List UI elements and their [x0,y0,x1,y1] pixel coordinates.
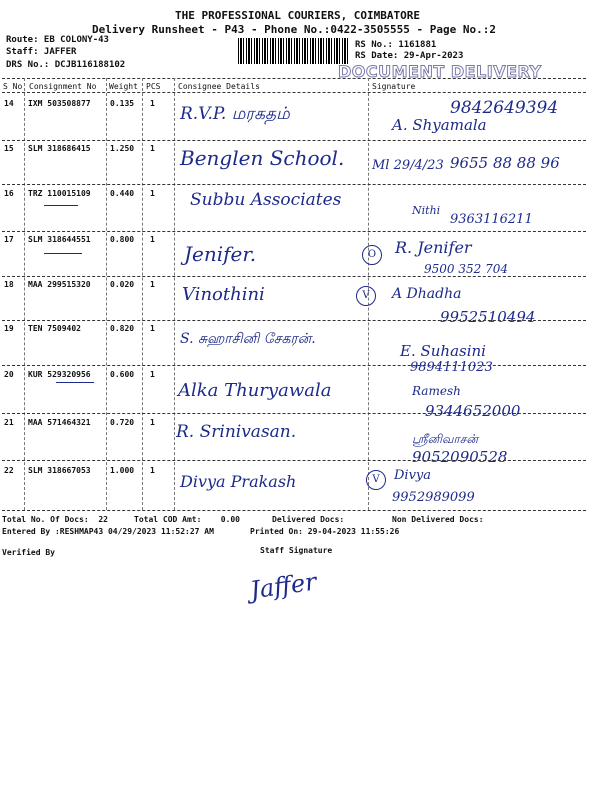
col-consignment: Consignment No [29,82,97,91]
row-weight: 0.600 [110,370,135,379]
barcode [238,38,348,64]
row-consignee: S. சுஹாசினி சேகரன். [180,331,316,347]
row-consignee: R.V.P. மரகதம் [180,104,290,124]
row-pcs: 1 [150,144,155,153]
row-sno: 16 [4,189,14,198]
runsheet-title: Delivery Runsheet - P43 - Phone No.:0422-3505555 - Page No.:2 [92,23,496,36]
header-top-rule [2,78,586,79]
col-pcs: PCS [146,82,161,91]
verified-circle-icon: V [366,470,386,490]
row-pcs: 1 [150,99,155,108]
total-cod: Total COD Amt: 0.00 [134,515,240,524]
verified-circle-icon: O [362,245,382,265]
row-consignment: MAA 571464321 [28,418,91,427]
row-signature: Ml 29/4/23 [372,158,444,173]
staff-signature-label: Staff Signature [260,546,333,555]
row-pcs: 1 [150,235,155,244]
row-sno: 19 [4,324,14,333]
row-pcs: 1 [150,418,155,427]
row-weight: 0.800 [110,235,135,244]
row-consignee: Benglen School. [180,146,345,170]
row-divider [2,184,586,185]
col-sep [106,78,107,510]
row-signature: Divya [394,468,432,483]
row-weight: 0.135 [110,99,135,108]
row-sno: 15 [4,144,14,153]
row-consignee: Divya Prakash [180,472,297,491]
row-divider [2,510,586,511]
col-signature: Signature [372,82,416,91]
row-sno: 22 [4,466,14,475]
header-bottom-rule [2,92,586,93]
row-pcs: 1 [150,466,155,475]
row-consignment: IXM 503508877 [28,99,91,108]
row-divider [2,460,586,461]
drs-number: DRS No.: DCJB116188102 [6,60,126,70]
row-consignment: MAA 299515320 [28,280,91,289]
row-signature: A Dhadha [392,286,462,302]
row-consignee: Vinothini [182,284,265,305]
row-signature: Nithi [412,204,441,217]
row-signature: Ramesh [412,384,461,398]
row-phone: 9894111023 [410,360,493,375]
delivered-docs: Delivered Docs: [272,515,345,524]
row-consignment: SLM 318644551 [28,235,91,244]
row-divider [2,413,586,414]
rs-number: RS No.: 1161881 [355,40,437,50]
col-sep [174,78,175,510]
row-phone: 9052090528 [412,448,508,466]
row-consignment: TEN 7509402 [28,324,81,333]
row-phone: 9952510494 [440,308,536,326]
col-consignee: Consignee Details [178,82,260,91]
staff-signature: Jaffer [248,567,319,605]
row-divider [2,276,586,277]
col-weight: Weight [109,82,138,91]
staff: Staff: JAFFER [6,47,77,57]
row-phone: 9500 352 704 [424,262,508,276]
row-signature: E. Suhasini [400,342,486,360]
row-sno: 17 [4,235,14,244]
entered-by: Entered By :RESHMAP43 04/29/2023 11:52:27 AM [2,527,214,536]
col-sep [24,78,25,510]
row-phone: 9655 88 88 96 [450,154,560,172]
non-delivered-docs: Non Delivered Docs: [392,515,484,524]
row-consignee: Jenifer. [184,242,257,266]
col-sno: S No [3,82,23,91]
row-consignment: SLM 318667053 [28,466,91,475]
row-weight: 0.020 [110,280,135,289]
row-pcs: 1 [150,189,155,198]
row-weight: 0.720 [110,418,135,427]
row-signature: R. Jenifer [395,238,472,257]
pen-underline [44,253,82,254]
verified-by: Verified By [2,548,55,557]
pen-underline [56,382,94,383]
row-sno: 20 [4,370,14,379]
row-phone: 9344652000 [425,402,521,420]
row-signature: ஸ்ரீனிவாசன் [412,432,478,446]
row-phone: 9363116211 [450,212,533,227]
row-signature: A. Shyamala [392,116,487,134]
document-delivery-stamp: DOCUMENT DELIVERY [338,62,542,81]
printed-on: Printed On: 29-04-2023 11:55:26 [250,527,400,536]
company-name: THE PROFESSIONAL COURIERS, COIMBATORE [175,9,421,22]
row-pcs: 1 [150,324,155,333]
row-sno: 18 [4,280,14,289]
row-consignee: Subbu Associates [190,190,342,210]
rs-date: RS Date: 29-Apr-2023 [355,51,464,61]
row-phone: 9842649394 [450,98,559,118]
row-consignee: R. Srinivasan. [176,422,297,442]
verified-circle-icon: V [356,286,376,306]
row-phone: 9952989099 [392,490,475,505]
row-consignment: SLM 318686415 [28,144,91,153]
row-weight: 0.440 [110,189,135,198]
row-sno: 21 [4,418,14,427]
row-divider [2,320,586,321]
pen-underline [44,205,78,206]
row-consignee: Alka Thuryawala [178,380,332,401]
row-weight: 0.820 [110,324,135,333]
row-divider [2,140,586,141]
row-consignment: TRZ 110015109 [28,189,91,198]
total-docs: Total No. Of Docs: 22 [2,515,108,524]
row-consignment: KUR 529320956 [28,370,91,379]
row-pcs: 1 [150,280,155,289]
col-sep [142,78,143,510]
row-weight: 1.250 [110,144,135,153]
row-pcs: 1 [150,370,155,379]
row-weight: 1.000 [110,466,135,475]
route: Route: EB COLONY-43 [6,35,109,45]
row-divider [2,231,586,232]
row-divider [2,365,586,366]
row-sno: 14 [4,99,14,108]
